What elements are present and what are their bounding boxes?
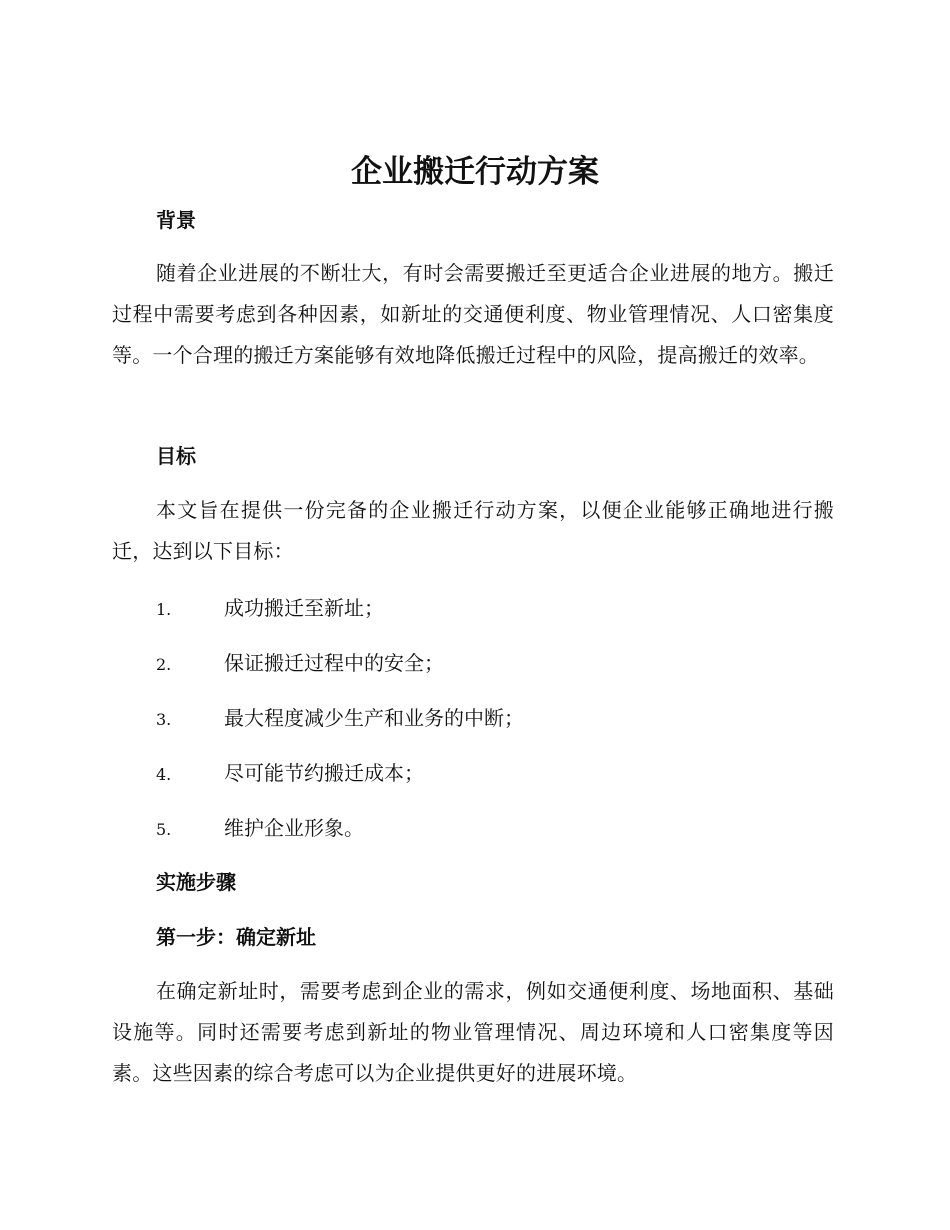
list-number: 4. [156,765,172,784]
list-number: 5. [156,820,172,839]
paragraph-background: 随着企业进展的不断壮大，有时会需要搬迁至更适合企业进展的地方。搬迁过程中需要考虑到各种因素，如新址的交通便利度、物业管理情况、人口密集度等。一个合理的搬迁方案能够有效地降低搬迁过程中的风险，提高搬迁的效率。 [112,261,834,367]
list-text: 成功搬迁至新址； [224,596,384,620]
list-number: 3. [156,710,172,729]
list-item [156,648,836,680]
section-heading-implementation: 实施步骤 [156,870,236,894]
document-title: 企业搬迁行动方案 [351,154,599,190]
step-heading-1: 第一步：确定新址 [156,925,316,949]
paragraph-goals: 本文旨在提供一份完备的企业搬迁行动方案，以便企业能够正确地进行搬迁，达到以下目标： [112,498,834,563]
section-heading-goals: 目标 [156,444,196,468]
list-item [156,813,836,845]
list-number: 2. [156,655,172,674]
section-heading-background: 背景 [156,208,196,232]
list-text: 尽可能节约搬迁成本； [224,761,424,785]
list-text: 保证搬迁过程中的安全； [224,651,444,675]
list-number: 1. [156,600,172,619]
list-item [156,758,836,790]
paragraph-step-1: 在确定新址时，需要考虑到企业的需求，例如交通便利度、场地面积、基础设施等。同时还需要考虑到新址的物业管理情况、周边环境和人口密集度等因素。这些因素的综合考虑可以为企业提供更好的进展环境。 [112,979,834,1085]
list-text: 最大程度减少生产和业务的中断； [224,706,524,730]
list-item [156,593,836,625]
list-item [156,703,836,735]
list-text: 维护企业形象。 [224,816,364,840]
